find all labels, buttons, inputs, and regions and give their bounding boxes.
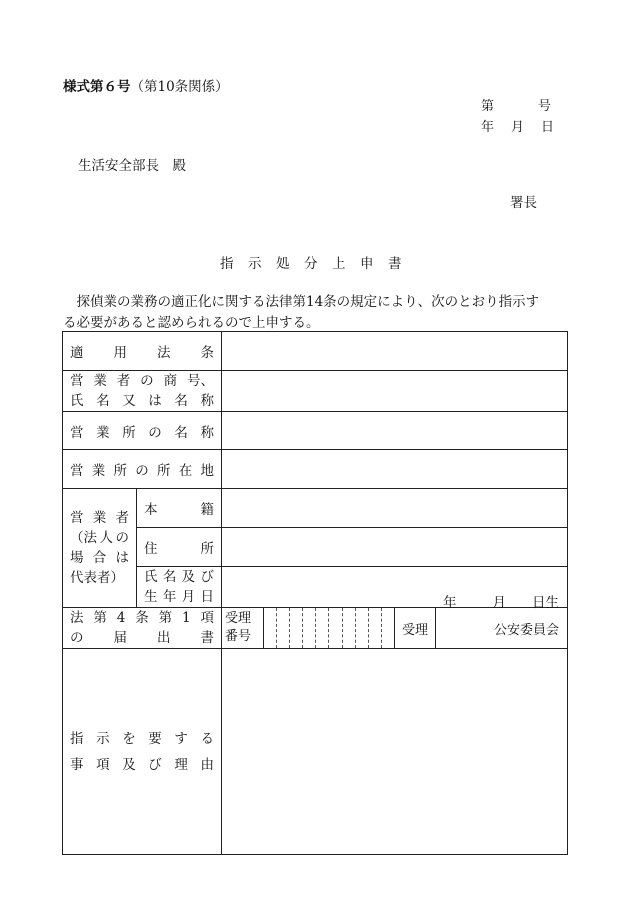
label-char: 本 xyxy=(144,502,158,518)
label-char: 示 xyxy=(96,730,110,747)
sender: 署長 xyxy=(510,195,537,211)
label-char: 商 xyxy=(163,373,178,389)
label-char: 人 xyxy=(99,530,113,546)
value-office-name[interactable] xyxy=(222,412,568,450)
reception-number-label-2: 番号 xyxy=(225,629,252,644)
label-char: 氏 xyxy=(144,569,158,585)
label-office-name xyxy=(63,412,222,450)
value-domicile[interactable] xyxy=(222,489,568,528)
label-char: 称 xyxy=(200,393,214,409)
label-char: 及 xyxy=(181,569,196,585)
document-date xyxy=(481,121,554,134)
label-text xyxy=(144,498,214,518)
label-name-birth xyxy=(137,567,222,608)
label-text xyxy=(70,528,129,548)
label-office-address xyxy=(63,450,222,489)
label-text xyxy=(70,421,214,441)
label-char: 届 xyxy=(113,630,127,646)
label-text xyxy=(144,567,214,587)
reception-number-label xyxy=(222,608,264,648)
label-char: 書 xyxy=(200,630,214,646)
birth-year: 年 xyxy=(443,595,457,611)
label-text xyxy=(144,587,214,607)
label-text xyxy=(70,391,214,411)
value-office-address[interactable] xyxy=(222,450,568,489)
value-notification xyxy=(222,608,568,649)
row-name-birth xyxy=(63,567,568,608)
intro-text xyxy=(63,292,583,334)
label-char: 営 xyxy=(70,424,84,441)
label-notification xyxy=(63,608,222,649)
label-domicile xyxy=(137,489,222,528)
label-char: （法 xyxy=(70,530,97,546)
intro-line-1: 探偵業の業務の適正化に関する法律第14条の規定により、次のとおり指示す xyxy=(63,294,540,310)
label-char: 業 xyxy=(96,424,110,441)
label-char: 項 xyxy=(200,610,214,626)
label-char: 出 xyxy=(157,630,171,646)
row-office-address xyxy=(63,450,568,489)
label-char: の xyxy=(140,373,154,389)
label-char: は xyxy=(148,393,162,409)
label-char: 及 xyxy=(122,756,136,773)
label-char: 氏 xyxy=(70,393,84,409)
row-office-name xyxy=(63,412,568,450)
birth-month: 月 xyxy=(492,595,506,611)
label-char: 所 xyxy=(122,424,136,441)
label-char: 営 xyxy=(70,463,84,479)
label-char: 生 xyxy=(144,589,158,605)
label-char: を xyxy=(122,730,136,747)
label-char: の xyxy=(115,530,129,546)
label-text xyxy=(70,628,214,648)
label-text xyxy=(70,752,214,778)
value-applicable-law[interactable] xyxy=(222,332,568,371)
label-char: 所 xyxy=(200,541,214,557)
label-char: 在 xyxy=(178,463,193,479)
label-char: 業 xyxy=(93,373,107,389)
label-char: 籍 xyxy=(200,502,214,518)
form-number-bold: 様式第６号 xyxy=(63,79,131,95)
intro-line-2: る必要があると認められるので上申する。 xyxy=(63,315,320,331)
label-char: 第 xyxy=(93,610,107,626)
reception-number-label-1: 受理 xyxy=(225,611,252,626)
label-operator-group xyxy=(63,489,137,608)
row-domicile xyxy=(63,489,568,528)
label-char: 所 xyxy=(157,463,171,479)
label-char: 4 xyxy=(116,610,126,626)
label-char: る xyxy=(200,730,214,747)
label-text xyxy=(70,608,214,628)
label-char: 所 xyxy=(113,463,127,479)
label-char: 法 xyxy=(70,610,84,626)
row-applicable-law xyxy=(63,332,568,371)
label-char: 年 xyxy=(162,589,177,605)
label-char: 号、 xyxy=(186,373,214,389)
label-applicable-law xyxy=(63,332,222,371)
label-char: 者 xyxy=(116,373,131,389)
label-text xyxy=(70,371,214,391)
label-text xyxy=(70,726,214,752)
label-char: 合 xyxy=(92,550,107,566)
label-char: 要 xyxy=(148,730,162,747)
label-char: 名 xyxy=(162,569,177,585)
label-char: び xyxy=(148,756,162,773)
label-char: 地 xyxy=(200,463,214,479)
date-day: 日 xyxy=(541,120,555,135)
document-number xyxy=(481,100,551,113)
label-char: 第 xyxy=(158,610,173,626)
birth-day: 日生 xyxy=(532,595,559,611)
label-char: 事 xyxy=(70,756,84,773)
label-char: 理 xyxy=(174,756,188,773)
label-char: は xyxy=(115,550,129,566)
label-address xyxy=(137,528,222,567)
label-char: の xyxy=(148,424,162,441)
label-char: 者 xyxy=(115,510,129,526)
label-char: 住 xyxy=(144,541,158,557)
label-char: 又 xyxy=(122,393,136,409)
label-char: 業 xyxy=(91,463,106,479)
value-address[interactable] xyxy=(222,528,568,567)
label-char: 代表者） xyxy=(70,570,124,586)
label-char: の xyxy=(70,630,84,646)
addressee: 生活安全部長 殿 xyxy=(78,158,186,174)
label-char: 場 xyxy=(70,550,84,566)
label-text xyxy=(144,537,214,557)
date-year: 年 xyxy=(481,120,495,135)
label-char: 日 xyxy=(200,589,214,605)
label-char: 名 xyxy=(174,393,188,409)
reception-label: 受理 xyxy=(395,608,436,648)
date-month: 月 xyxy=(511,120,525,135)
row-matters xyxy=(63,649,568,855)
label-text xyxy=(70,341,214,361)
label-text xyxy=(70,508,129,528)
doc-number-suffix: 号 xyxy=(538,99,552,114)
label-char: 1 xyxy=(181,610,191,626)
document-title: 指示処分上申書 xyxy=(220,256,416,272)
commission-label: 公安委員会 xyxy=(493,622,559,638)
value-matters[interactable] xyxy=(222,649,568,855)
report-form-table xyxy=(62,331,568,855)
reception-number-boxes[interactable] xyxy=(264,608,395,648)
label-char: 称 xyxy=(200,424,214,441)
label-char: 業 xyxy=(92,510,107,526)
label-char: 条 xyxy=(200,345,214,361)
label-char: 名 xyxy=(174,424,188,441)
label-matters xyxy=(63,649,222,855)
label-char: の xyxy=(135,463,149,479)
doc-number-prefix: 第 xyxy=(481,99,495,114)
label-char: 営 xyxy=(70,510,84,526)
label-char: 適 xyxy=(70,345,84,361)
label-char: 項 xyxy=(96,756,110,773)
label-char: 名 xyxy=(96,393,110,409)
label-char: 月 xyxy=(181,589,196,605)
label-text xyxy=(70,459,214,479)
label-char: 条 xyxy=(135,610,149,626)
row-address xyxy=(63,528,568,567)
label-char: 法 xyxy=(157,345,171,361)
row-notification xyxy=(63,608,568,649)
label-text xyxy=(70,548,129,568)
value-name-birth[interactable] xyxy=(222,567,568,611)
label-text xyxy=(70,568,129,588)
value-trade-name[interactable] xyxy=(222,371,568,412)
label-char: 営 xyxy=(70,373,84,389)
label-char: び xyxy=(200,569,214,585)
label-trade-name xyxy=(63,371,222,412)
birthdate-suffix xyxy=(222,569,567,611)
label-char: す xyxy=(174,730,188,747)
label-char: 由 xyxy=(200,756,214,773)
row-trade-name xyxy=(63,371,568,412)
label-char: 指 xyxy=(70,730,84,747)
form-number-article: （第10条関係） xyxy=(130,79,229,95)
form-number xyxy=(63,81,229,95)
label-char: 用 xyxy=(113,345,127,361)
